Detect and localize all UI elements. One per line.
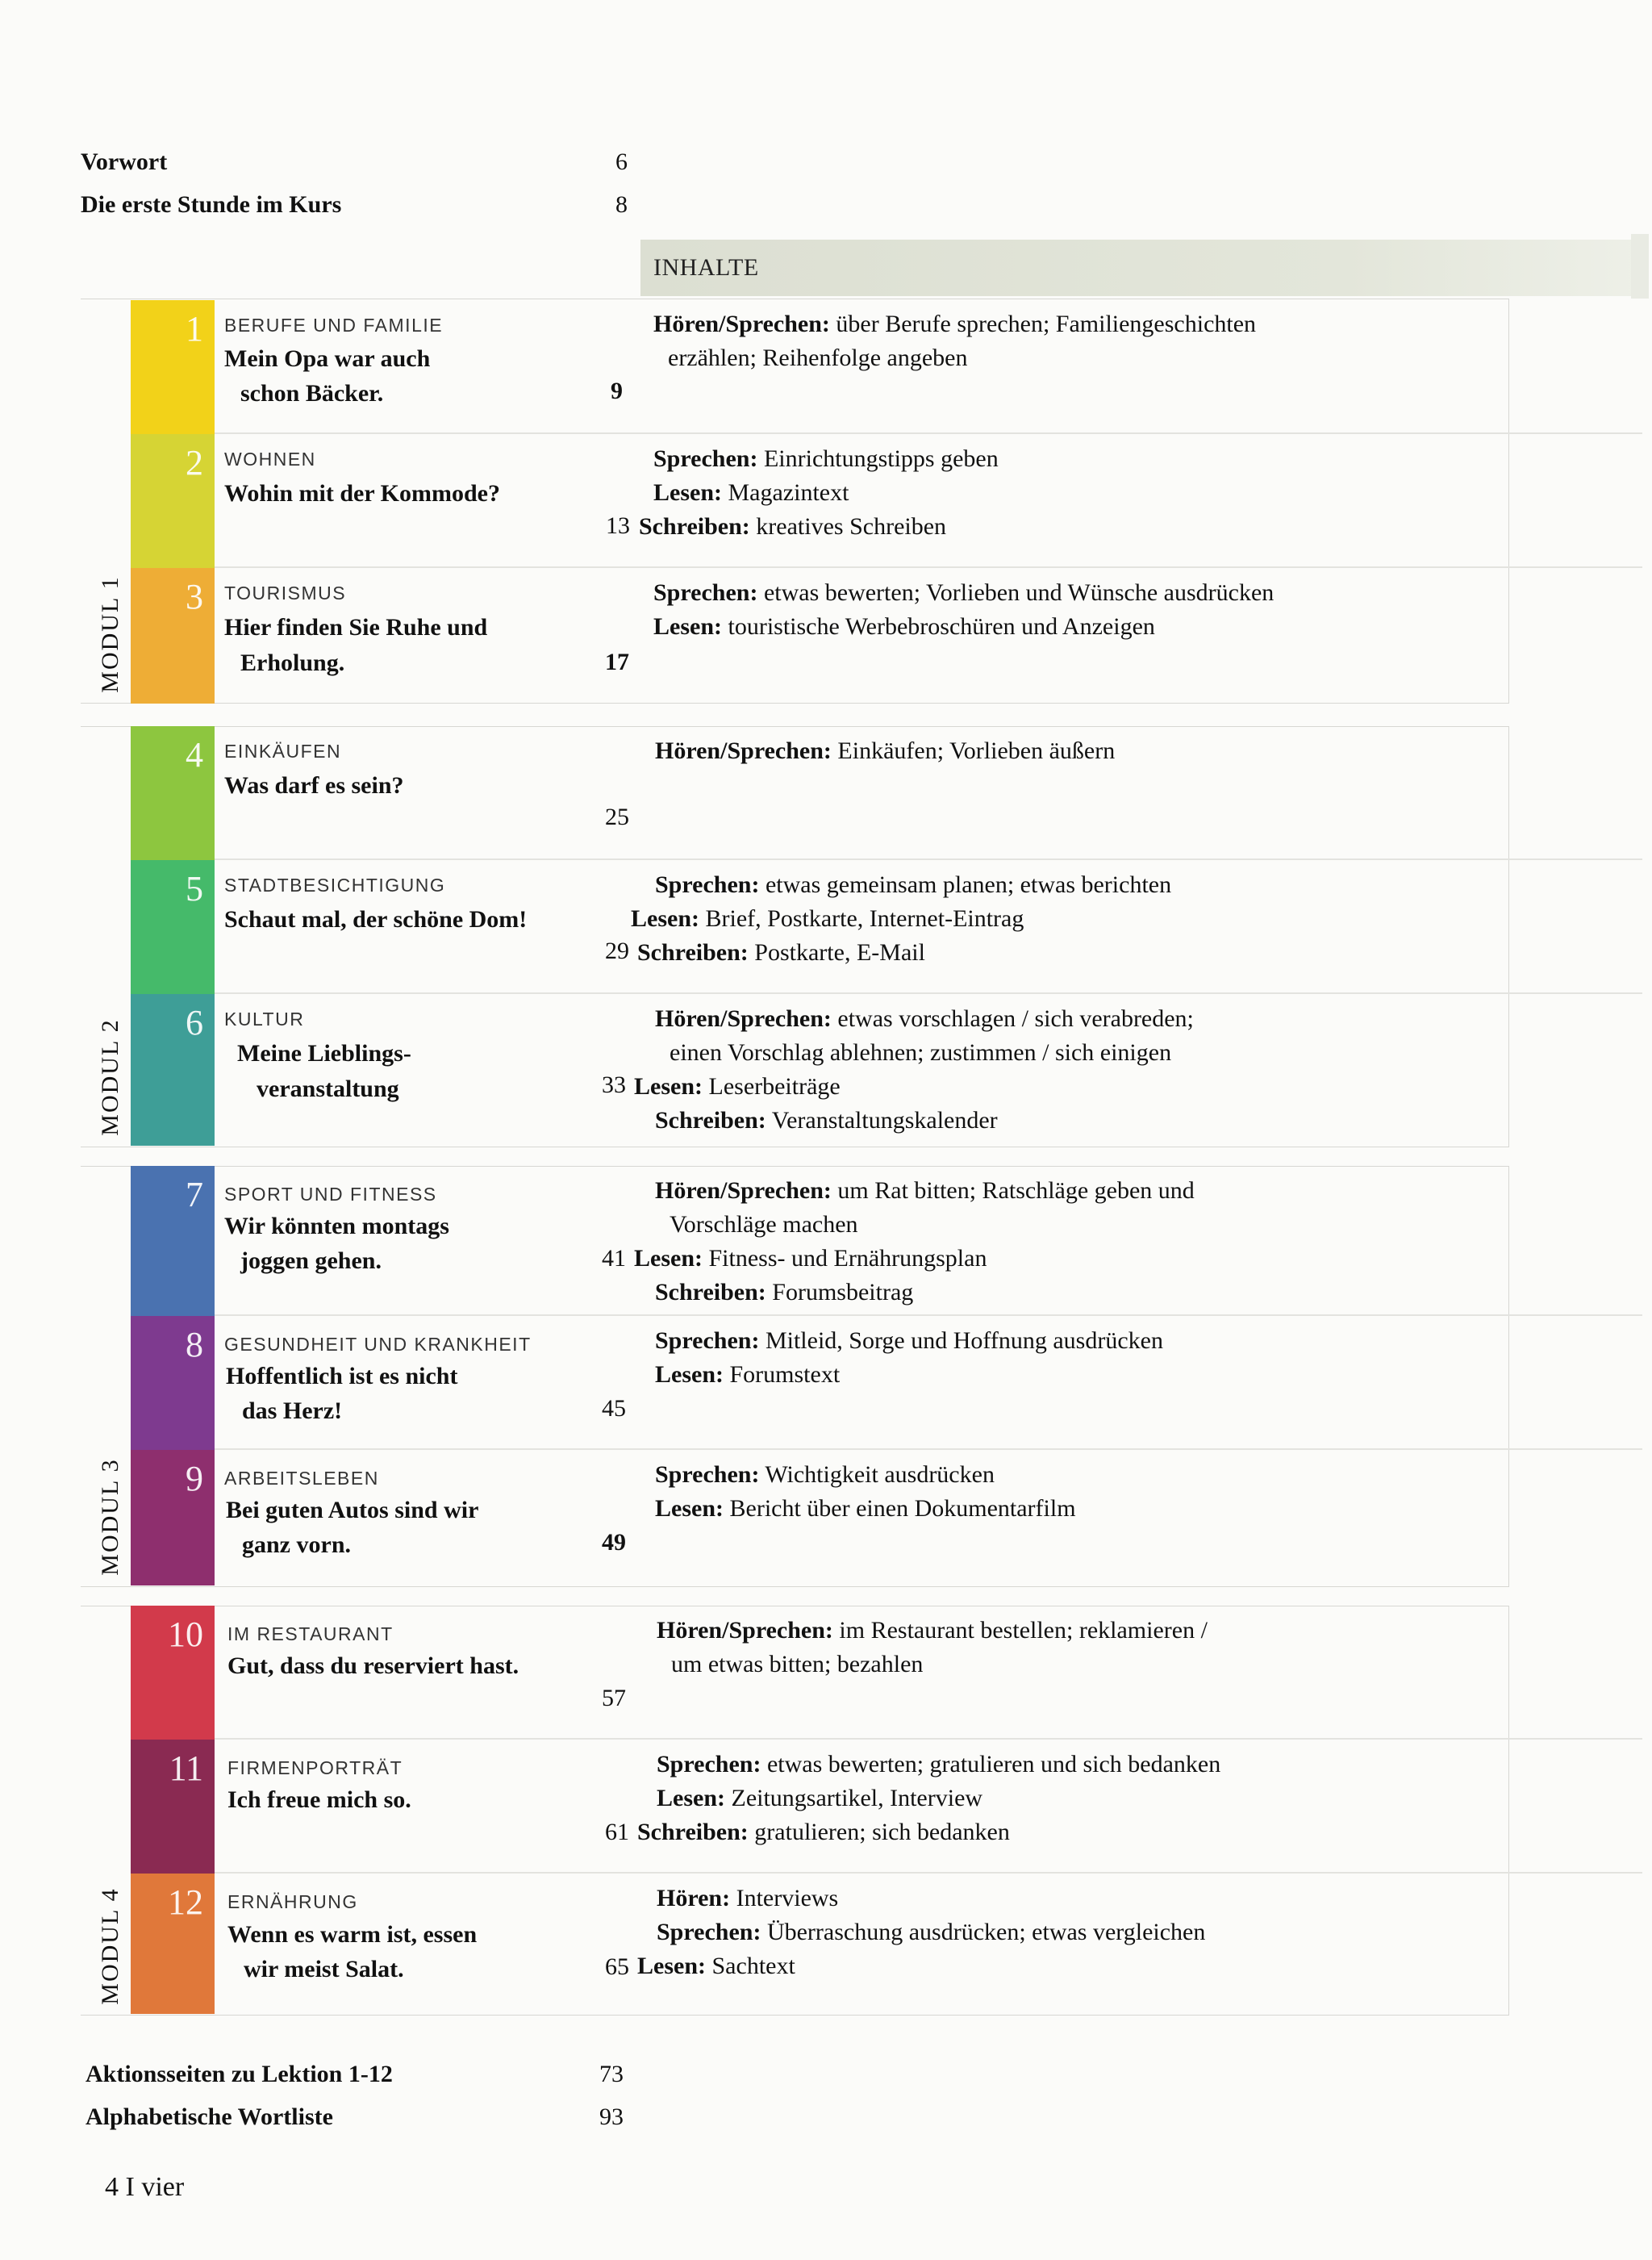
lesson-2-content-line-3: Schreiben: kreatives Schreiben [639, 513, 947, 540]
lesson-11-category: FIRMENPORTRÄT [227, 1757, 403, 1778]
lesson-12-content-line-3: Lesen: Sachtext [637, 1953, 795, 1979]
module-2-label: MODUL 2 [97, 1018, 123, 1136]
toc-page-erste-stunde: 8 [615, 191, 628, 218]
lesson-9-number: 9 [186, 1459, 203, 1498]
lesson-9-title-line-2: ganz vorn. [242, 1531, 351, 1558]
lesson-1-number: 1 [186, 309, 203, 349]
lesson-11-number: 11 [169, 1748, 203, 1788]
row-separator [215, 992, 1642, 994]
lesson-5-content-line-1: Sprechen: etwas gemeinsam planen; etwas berichten [655, 871, 1172, 898]
lesson-10-content-line-1: Hören/Sprechen: im Restaurant bestellen; reklamieren / [657, 1617, 1208, 1644]
lesson-5-content-line-3: Schreiben: Postkarte, E-Mail [637, 939, 925, 966]
page-footer: 4 I vier [105, 2172, 185, 2202]
lesson-5-page: 29 [605, 938, 629, 964]
lesson-7-title-line-2: joggen gehen. [240, 1247, 382, 1274]
lesson-9-content-line-1: Sprechen: Wichtigkeit ausdrücken [655, 1461, 995, 1488]
toc-label-vorwort: Vorwort [81, 148, 168, 175]
contents-column-header: INHALTE [640, 240, 1649, 296]
module-4-label: MODUL 4 [97, 1887, 123, 2005]
lesson-11-content-line-3: Schreiben: gratulieren; sich bedanken [637, 1819, 1010, 1845]
lesson-9-page: 49 [602, 1529, 626, 1556]
lesson-7-category: SPORT UND FITNESS [224, 1184, 437, 1205]
lesson-12-category: ERNÄHRUNG [227, 1891, 358, 1912]
lesson-7-title-line-1: Wir könnten montags [224, 1213, 449, 1239]
lesson-8-category: GESUNDHEIT UND KRANKHEIT [224, 1334, 532, 1355]
lesson-4-category: EINKÄUFEN [224, 741, 342, 762]
lesson-2-category: WOHNEN [224, 449, 316, 470]
lesson-6-title-line-1: Meine Lieblings- [237, 1040, 411, 1067]
row-separator [215, 858, 1642, 860]
lesson-10-category: IM RESTAURANT [227, 1623, 394, 1644]
lesson-6-content-line-3: Lesen: Leserbeiträge [634, 1073, 841, 1100]
lesson-8-title-line-1: Hoffentlich ist es nicht [226, 1363, 458, 1389]
lesson-3-content-line-1: Sprechen: etwas bewerten; Vorlieben und Wünsche ausdrücken [653, 579, 1274, 606]
lesson-2-page: 13 [606, 512, 630, 539]
toc-page-wortliste: 93 [599, 2103, 624, 2130]
lesson-5-number: 5 [186, 869, 203, 909]
header-edge-decoration [1631, 234, 1649, 299]
lesson-6-content-line-4: Schreiben: Veranstaltungskalender [655, 1107, 998, 1134]
lesson-5-title-line-1: Schaut mal, der schöne Dom! [224, 906, 528, 933]
toc-page-aktionsseiten: 73 [599, 2061, 624, 2087]
lesson-3-content-line-2: Lesen: touristische Werbebroschüren und Anzeigen [653, 613, 1155, 640]
lesson-12-content-line-2: Sprechen: Überraschung ausdrücken; etwas vergleichen [657, 1919, 1206, 1945]
lesson-5-content-line-2: Lesen: Brief, Postkarte, Internet-Eintrag [631, 905, 1024, 932]
row-separator [215, 432, 1642, 434]
lesson-2-title-line-1: Wohin mit der Kommode? [224, 480, 500, 507]
lesson-7-content-line-4: Schreiben: Forumsbeitrag [655, 1279, 914, 1305]
lesson-11-content-line-2: Lesen: Zeitungsartikel, Interview [657, 1785, 983, 1811]
row-separator [215, 1738, 1642, 1740]
lesson-11-content-line-1: Sprechen: etwas bewerten; gratulieren und sich bedanken [657, 1751, 1221, 1778]
row-separator [215, 1872, 1642, 1874]
module-3-label: MODUL 3 [97, 1458, 123, 1576]
lesson-9-title-line-1: Bei guten Autos sind wir [226, 1497, 479, 1523]
lesson-8-content-line-1: Sprechen: Mitleid, Sorge und Hoffnung ausdrücken [655, 1327, 1163, 1354]
lesson-1-page: 9 [611, 378, 623, 404]
lesson-12-page: 65 [605, 1953, 629, 1980]
lesson-12-title-line-2: wir meist Salat. [244, 1956, 404, 1982]
lesson-9-content-line-2: Lesen: Bericht über einen Dokumentarfilm [655, 1495, 1076, 1522]
lesson-12-content-line-1: Hören: Interviews [657, 1885, 839, 1911]
lesson-12-title-line-1: Wenn es warm ist, essen [227, 1921, 478, 1948]
lesson-11-page: 61 [605, 1819, 629, 1845]
lesson-4-content-line-1: Hören/Sprechen: Einkäufen; Vorlieben äußern [655, 737, 1116, 764]
lesson-11-title-line-1: Ich freue mich so. [227, 1786, 411, 1813]
lesson-6-content-line-1: Hören/Sprechen: etwas vorschlagen / sich verabreden; [655, 1005, 1194, 1032]
lesson-4-page: 25 [605, 804, 629, 830]
lesson-7-content-line-3: Lesen: Fitness- und Ernährungsplan [634, 1245, 987, 1272]
lesson-2-content-line-2: Lesen: Magazintext [653, 479, 849, 506]
lesson-6-category: KULTUR [224, 1009, 305, 1030]
lesson-12-number: 12 [168, 1882, 203, 1922]
lesson-6-title-line-2: veranstaltung [257, 1076, 399, 1102]
lesson-6-content-line-2: einen Vorschlag ablehnen; zustimmen / sich einigen [670, 1039, 1172, 1066]
lesson-1-title-line-1: Mein Opa war auch [224, 345, 431, 372]
lesson-6-number: 6 [186, 1003, 203, 1042]
lesson-2-content-line-1: Sprechen: Einrichtungstipps geben [653, 445, 999, 472]
lesson-4-number: 4 [186, 735, 203, 775]
lesson-4-title-line-1: Was darf es sein? [224, 772, 404, 799]
lesson-10-content-line-2: um etwas bitten; bezahlen [671, 1651, 924, 1677]
lesson-1-title-line-2: schon Bäcker. [240, 380, 384, 407]
lesson-10-title-line-1: Gut, dass du reserviert hast. [227, 1652, 519, 1679]
lesson-1-content-line-2: erzählen; Reihenfolge angeben [668, 345, 968, 371]
row-separator [215, 1314, 1642, 1316]
lesson-8-title-line-2: das Herz! [242, 1397, 343, 1424]
lesson-1-content-line-1: Hören/Sprechen: über Berufe sprechen; Familiengeschichten [653, 311, 1257, 337]
lesson-5-category: STADTBESICHTIGUNG [224, 875, 446, 896]
lesson-7-content-line-1: Hören/Sprechen: um Rat bitten; Ratschläge geben und [655, 1177, 1195, 1204]
lesson-6-page: 33 [602, 1072, 626, 1098]
lesson-7-number: 7 [186, 1175, 203, 1214]
toc-page-vorwort: 6 [615, 148, 628, 175]
lesson-8-page: 45 [602, 1395, 626, 1422]
toc-label-wortliste: Alphabetische Wortliste [86, 2103, 333, 2130]
lesson-8-number: 8 [186, 1325, 203, 1364]
row-separator [215, 566, 1642, 568]
lesson-8-content-line-2: Lesen: Forumstext [655, 1361, 841, 1388]
toc-label-aktionsseiten: Aktionsseiten zu Lektion 1-12 [86, 2061, 393, 2087]
lesson-9-category: ARBEITSLEBEN [224, 1468, 379, 1489]
lesson-3-title-line-1: Hier finden Sie Ruhe und [224, 614, 488, 641]
lesson-3-title-line-2: Erholung. [240, 650, 345, 676]
lesson-3-page: 17 [605, 649, 629, 675]
lesson-10-number: 10 [168, 1615, 203, 1654]
lesson-2-number: 2 [186, 443, 203, 482]
row-separator [215, 1448, 1642, 1450]
lesson-10-page: 57 [602, 1685, 626, 1711]
lesson-3-number: 3 [186, 577, 203, 616]
module-1-label: MODUL 1 [97, 575, 123, 693]
lesson-1-category: BERUFE UND FAMILIE [224, 315, 444, 336]
lesson-3-category: TOURISMUS [224, 583, 347, 604]
lesson-7-page: 41 [602, 1245, 626, 1272]
lesson-7-content-line-2: Vorschläge machen [670, 1211, 858, 1238]
toc-label-erste-stunde: Die erste Stunde im Kurs [81, 191, 342, 218]
